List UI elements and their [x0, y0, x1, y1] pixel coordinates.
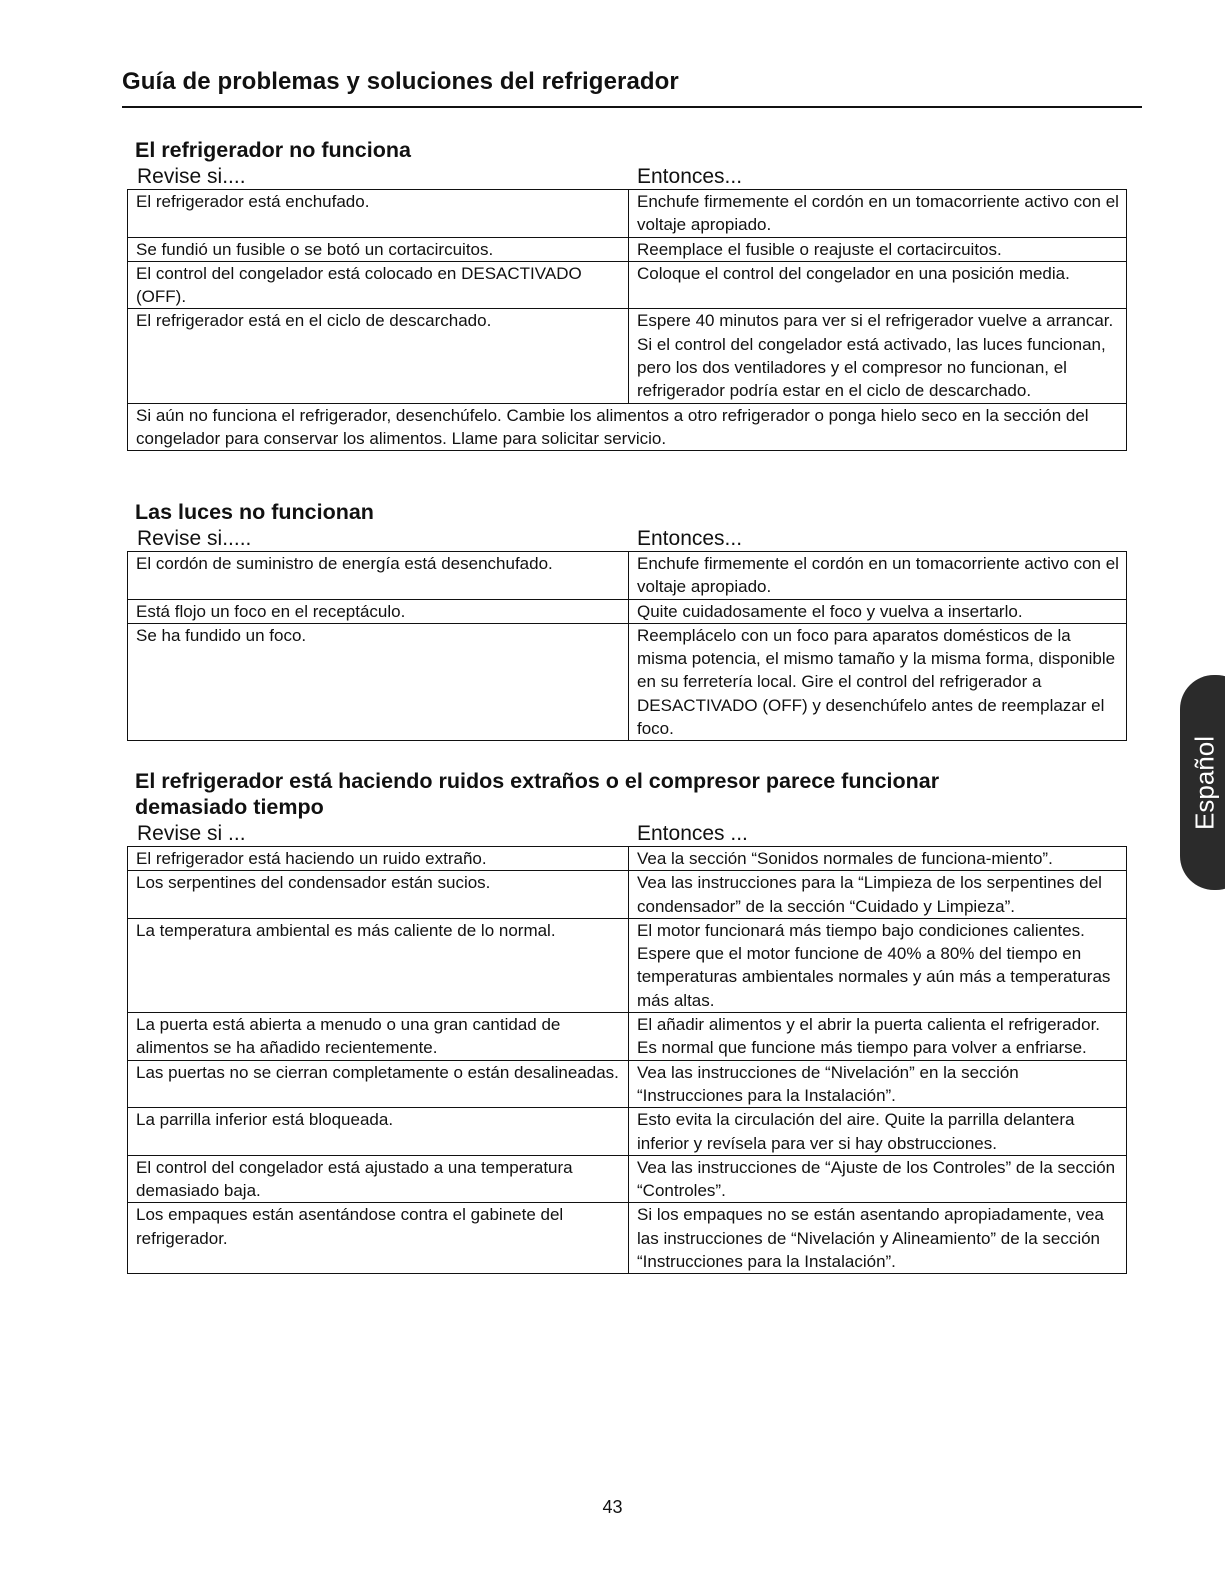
- solution-cell: Reemplácelo con un foco para aparatos domésticos de la misma potencia, el mismo tamaño y la misma forma, disponible en su ferretería local. Gire el control del refrigerador a DESACTIVADO (OFF) y desenchúfelo antes de reemplazar el foco.: [629, 623, 1127, 740]
- solution-cell: Reemplace el fusible o reajuste el cortacircuitos.: [629, 237, 1127, 261]
- check-cell: El refrigerador está enchufado.: [128, 190, 629, 238]
- troubleshooting-table: [127, 551, 1127, 741]
- solution-cell: El añadir alimentos y el abrir la puerta calienta el refrigerador. Es normal que funcione más tiempo para volver a enfriarse.: [629, 1013, 1127, 1061]
- page-title: Guía de problemas y soluciones del refrigerador: [122, 68, 679, 95]
- column-heading-check: Revise si ...: [137, 822, 246, 845]
- troubleshooting-table: [127, 189, 1127, 451]
- solution-cell: El motor funcionará más tiempo bajo condiciones calientes. Espere que el motor funcione de 40% a 80% del tiempo en temperaturas ambientales normales y aún más a temperaturas más altas.: [629, 918, 1127, 1012]
- check-cell: El control del congelador está ajustado a una temperatura demasiado baja.: [128, 1155, 629, 1203]
- check-cell: Está flojo un foco en el receptáculo.: [128, 599, 629, 623]
- section-lights-not-working: [127, 499, 1141, 741]
- check-cell: Se ha fundido un foco.: [128, 623, 629, 740]
- check-cell: Las puertas no se cierran completamente o están desalineadas.: [128, 1060, 629, 1108]
- solution-cell: Vea la sección “Sonidos normales de funciona-miento”.: [629, 847, 1127, 871]
- section-heading: El refrigerador está haciendo ruidos extraños o el compresor parece funcionar demasiado tiempo: [135, 769, 940, 819]
- solution-cell: Vea las instrucciones para la “Limpieza de los serpentines del condensador” de la sección “Cuidado y Limpieza”.: [629, 871, 1127, 919]
- check-cell: El control del congelador está colocado en DESACTIVADO (OFF).: [128, 261, 629, 309]
- table-row: [128, 1060, 1127, 1108]
- language-tab: [1180, 675, 1225, 890]
- check-cell: Se fundió un fusible o se botó un cortacircuitos.: [128, 237, 629, 261]
- section-heading: El refrigerador no funciona: [135, 138, 411, 162]
- table-row: [128, 190, 1127, 238]
- solution-cell: Si los empaques no se están asentando apropiadamente, vea las instrucciones de “Nivelación y Alineamiento” de la sección “Instrucciones para la Instalación”.: [629, 1203, 1127, 1274]
- column-headings: [127, 822, 1141, 846]
- table-row: [128, 599, 1127, 623]
- check-cell: La puerta está abierta a menudo o una gran cantidad de alimentos se ha añadido recientemente.: [128, 1013, 629, 1061]
- solution-cell: Espere 40 minutos para ver si el refrigerador vuelve a arrancar. Si el control del congelador está activado, las luces funcionan, pero los dos ventiladores y el compresor no funcionan, el refrigerador podría estar en el ciclo de descarchado.: [629, 309, 1127, 403]
- solution-cell: Enchufe firmemente el cordón en un tomacorriente activo con el voltaje apropiado.: [629, 190, 1127, 238]
- column-heading-check: Revise si.....: [137, 527, 252, 550]
- column-heading-then: Entonces ...: [637, 822, 748, 845]
- table-row: [128, 1155, 1127, 1203]
- page-number: 43: [602, 1497, 623, 1517]
- table-row: [128, 623, 1127, 740]
- table-row: [128, 309, 1127, 403]
- solution-cell: Enchufe firmemente el cordón en un tomacorriente activo con el voltaje apropiado.: [629, 552, 1127, 600]
- table-row: [128, 918, 1127, 1012]
- column-heading-then: Entonces...: [637, 527, 743, 550]
- check-cell: Los empaques están asentándose contra el gabinete del refrigerador.: [128, 1203, 629, 1274]
- column-headings: [127, 165, 1141, 189]
- section-strange-noises: [127, 768, 1141, 1274]
- column-heading-then: Entonces...: [637, 165, 743, 188]
- table-row: [128, 552, 1127, 600]
- table-row: [128, 1013, 1127, 1061]
- troubleshooting-table: [127, 846, 1127, 1274]
- table-row-note: [128, 403, 1127, 451]
- solution-cell: Quite cuidadosamente el foco y vuelva a insertarlo.: [629, 599, 1127, 623]
- section-heading: Las luces no funcionan: [135, 500, 374, 524]
- solution-cell: Esto evita la circulación del aire. Quite la parrilla delantera inferior y revísela para ver si hay obstrucciones.: [629, 1108, 1127, 1156]
- check-cell: El cordón de suministro de energía está desenchufado.: [128, 552, 629, 600]
- language-tab-label: Español: [1189, 735, 1220, 830]
- title-rule: [122, 106, 1142, 108]
- table-row: [128, 847, 1127, 871]
- check-cell: La temperatura ambiental es más caliente de lo normal.: [128, 918, 629, 1012]
- column-headings: [127, 527, 1141, 551]
- section-refrigerator-not-working: [127, 137, 1141, 451]
- solution-cell: Vea las instrucciones de “Ajuste de los Controles” de la sección “Controles”.: [629, 1155, 1127, 1203]
- column-heading-check: Revise si....: [137, 165, 246, 188]
- table-row: [128, 1108, 1127, 1156]
- table-row: [128, 261, 1127, 309]
- solution-cell: Vea las instrucciones de “Nivelación” en la sección “Instrucciones para la Instalación”.: [629, 1060, 1127, 1108]
- solution-cell: Coloque el control del congelador en una posición media.: [629, 261, 1127, 309]
- table-row: [128, 1203, 1127, 1274]
- table-row: [128, 237, 1127, 261]
- note-cell: Si aún no funciona el refrigerador, desenchúfelo. Cambie los alimentos a otro refrigerador o ponga hielo seco en la sección del congelador para conservar los alimentos. Llame para solicitar servicio.: [128, 403, 1127, 451]
- table-row: [128, 871, 1127, 919]
- check-cell: La parrilla inferior está bloqueada.: [128, 1108, 629, 1156]
- check-cell: El refrigerador está haciendo un ruido extraño.: [128, 847, 629, 871]
- check-cell: El refrigerador está en el ciclo de descarchado.: [128, 309, 629, 403]
- check-cell: Los serpentines del condensador están sucios.: [128, 871, 629, 919]
